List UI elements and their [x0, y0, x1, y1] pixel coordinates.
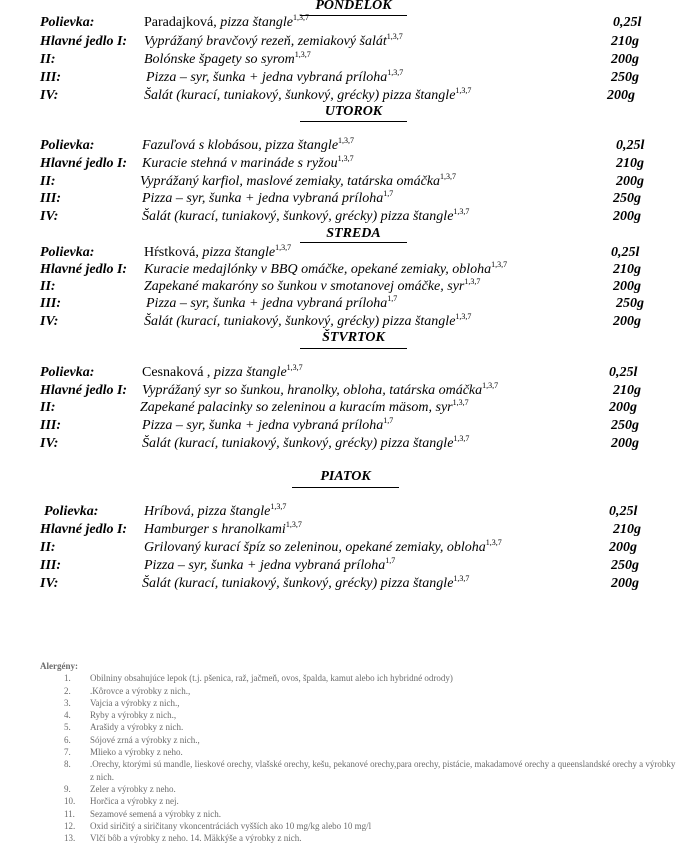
amount: 0,25l [609, 365, 638, 380]
allergen-number: 7. [64, 747, 71, 758]
menu-row-soup [0, 364, 695, 382]
menu-row-main-1 [0, 521, 695, 539]
row-label: III: [40, 418, 62, 433]
dish: Šalát (kurací, tuniakový, šunkový, grécky) pizza štangle$^{1,3,7}$ [144, 312, 472, 329]
dish: Kuracie stehná v marináde s ryžou$^{1,3,7}$ [142, 154, 354, 171]
day-title: UTOROK [324, 104, 383, 119]
row-label: III: [40, 296, 62, 311]
amount: 250g [613, 191, 641, 206]
allergen-text: Zeler a výrobky z neho. [90, 783, 176, 794]
amount: 0,25l [616, 138, 645, 153]
allergen-item [40, 758, 680, 783]
dish: Šalát (kurací, tuniakový, šunkový, grécky) pizza štangle$^{1,3,7}$ [142, 574, 470, 591]
menu-row-main-4 [0, 575, 695, 593]
dish: Vyprážaný bravčový rezeň, zemiakový šalát$^{1,3,7}$ [144, 32, 403, 49]
dish: Hamburger s hranolkami$^{1,3,7}$ [144, 520, 302, 537]
allergen-number: 3. [64, 697, 71, 708]
menu-row-soup [0, 137, 695, 155]
menu-row-main-3 [0, 557, 695, 575]
allergen-number: 13. [64, 833, 76, 844]
menu-row-main-4 [0, 435, 695, 453]
row-label: Hlavné jedlo I: [40, 34, 128, 49]
dish: Grilovaný kurací špíz so zeleninou, opekané zemiaky, obloha$^{1,3,7}$ [144, 538, 502, 555]
row-label: II: [40, 52, 56, 67]
allergen-text: Obilniny obsahujúce lepok (t.j. pšenica, raž, jačmeň, ovos, špalda, kamut alebo ich hybridné odrody) [90, 673, 453, 684]
menu-row-main-4 [0, 313, 695, 331]
divider [300, 242, 407, 243]
row-label: Hlavné jedlo I: [40, 522, 128, 537]
amount: 250g [611, 558, 639, 573]
menu-row-main-2 [0, 173, 695, 191]
allergen-item [40, 697, 680, 709]
amount: 200g [616, 174, 644, 189]
allergen-text: Oxid siričitý a siričitany vkoncentráciách vyšších ako 10 mg/kg alebo 10 mg/l [90, 820, 372, 831]
dish: Hŕstková, pizza štangle$^{1,3,7}$ [144, 243, 292, 260]
divider [300, 348, 407, 349]
amount: 210g [613, 262, 641, 277]
dish: Cesnaková , pizza štangle$^{1,3,7}$ [142, 363, 303, 380]
dish: Pizza – syr, šunka + jedna vybraná príloha$^{1,7}$ [146, 294, 398, 311]
allergen-list [40, 660, 680, 844]
allergen-item [40, 820, 680, 832]
amount: 210g [613, 522, 641, 537]
amount: 200g [607, 88, 635, 103]
menu-row-main-2 [0, 278, 695, 296]
amount: 200g [611, 52, 639, 67]
menu-row-main-2 [0, 539, 695, 557]
menu-row-soup [0, 503, 695, 521]
amount: 210g [613, 383, 641, 398]
amount: 200g [611, 436, 639, 451]
allergen-text: Sezamové semená a výrobky z nich. [90, 808, 221, 819]
dish: Pizza – syr, šunka + jedna vybraná príloha$^{1,3,7}$ [146, 68, 404, 85]
row-label: II: [40, 400, 56, 415]
amount: 200g [613, 279, 641, 294]
row-label: II: [40, 174, 56, 189]
dish: Pizza – syr, šunka + jedna vybraná príloha$^{1,7}$ [144, 556, 396, 573]
row-label: IV: [40, 209, 59, 224]
menu-row-soup [0, 14, 695, 32]
dish: Šalát (kurací, tuniakový, šunkový, grécky) pizza štangle$^{1,3,7}$ [144, 86, 472, 103]
row-label: IV: [40, 88, 59, 103]
allergen-text: .Orechy, ktorými sú mandle, lieskové orechy, vlašské orechy, kešu, pekanové orechy,para orechy, pistácie, makadamové orechy a queenslandské orechy a výrobky z nich. [90, 759, 676, 782]
allergen-item [40, 734, 680, 746]
allergen-number: 2. [64, 685, 71, 696]
allergen-number: 10. [64, 796, 76, 807]
menu-row-main-1 [0, 382, 695, 400]
row-label: IV: [40, 576, 59, 591]
allergen-number: 12. [64, 820, 76, 831]
allergen-item [40, 685, 680, 697]
allergen-item [40, 783, 680, 795]
allergen-number: 8. [64, 759, 71, 770]
dish: Bolónske špagety so syrom$^{1,3,7}$ [144, 50, 311, 67]
allergen-number: 9. [64, 783, 71, 794]
dish: Hríbová, pizza štangle$^{1,3,7}$ [144, 502, 287, 519]
row-label: III: [40, 70, 62, 85]
allergen-heading: Alergény: [40, 661, 78, 671]
menu-row-main-1 [0, 33, 695, 51]
allergen-text: Vajcia a výrobky z nich., [90, 697, 180, 708]
row-label: Polievka: [40, 365, 95, 380]
menu-row-main-2 [0, 399, 695, 417]
allergen-text: Mlieko a výrobky z neho. [90, 747, 183, 758]
amount: 200g [609, 400, 637, 415]
row-label: Hlavné jedlo I: [40, 383, 128, 398]
allergen-text: Ryby a výrobky z nich., [90, 710, 177, 721]
row-label: Polievka: [40, 138, 95, 153]
amount: 200g [613, 209, 641, 224]
dish: Zapekané palacinky so zeleninou a kuracím mäsom, syr$^{1,3,7}$ [140, 398, 469, 415]
amount: 200g [611, 576, 639, 591]
menu-row-main-4 [0, 87, 695, 105]
amount: 250g [611, 70, 639, 85]
menu-row-main-3 [0, 69, 695, 87]
row-label: III: [40, 558, 62, 573]
amount: 0,25l [611, 245, 640, 260]
dish: Vyprážaný syr so šunkou, hranolky, obloha, tatárska omáčka$^{1,3,7}$ [142, 381, 499, 398]
allergen-number: 1. [64, 673, 71, 684]
row-label: Hlavné jedlo I: [40, 262, 128, 277]
divider [300, 121, 407, 122]
allergen-item [40, 808, 680, 820]
row-label: Polievka: [40, 15, 95, 30]
allergen-number: 6. [64, 734, 71, 745]
allergen-item [40, 709, 680, 721]
allergen-text: Horčica a výrobky z nej. [90, 796, 179, 807]
menu-row-main-1 [0, 261, 695, 279]
menu-row-main-3 [0, 295, 695, 313]
amount: 0,25l [609, 504, 638, 519]
row-label: Polievka: [40, 245, 95, 260]
amount: 200g [609, 540, 637, 555]
row-label: Polievka: [44, 504, 99, 519]
allergen-text: .Kôrovce a výrobky z nich., [90, 685, 191, 696]
allergen-number: 11. [64, 808, 75, 819]
day-title: PIATOK [320, 469, 371, 484]
amount: 210g [611, 34, 639, 49]
menu-row-main-3 [0, 417, 695, 435]
menu-row-soup [0, 244, 695, 262]
allergen-item [40, 672, 680, 684]
menu-row-main-3 [0, 190, 695, 208]
row-label: II: [40, 279, 56, 294]
day-title: PONDELOK [315, 0, 392, 13]
row-label: II: [40, 540, 56, 555]
allergen-number: 5. [64, 722, 71, 733]
menu-row-main-2 [0, 51, 695, 69]
allergen-item [40, 832, 680, 844]
row-label: IV: [40, 314, 59, 329]
dish: Pizza – syr, šunka + jedna vybraná príloha$^{1,7}$ [142, 416, 394, 433]
dish: Šalát (kurací, tuniakový, šunkový, grécky) pizza štangle$^{1,3,7}$ [142, 207, 470, 224]
amount: 210g [616, 156, 644, 171]
dish: Paradajková, pizza štangle$^{1,3,7}$ [144, 13, 309, 30]
amount: 200g [613, 314, 641, 329]
row-label: IV: [40, 436, 59, 451]
allergen-item [40, 746, 680, 758]
dish: Zapekané makaróny so šunkou v smotanovej omáčke, syr$^{1,3,7}$ [144, 277, 481, 294]
day-title: ŠTVRTOK [322, 330, 385, 345]
dish: Vyprážaný karfiol, maslové zemiaky, tatárska omáčka$^{1,3,7}$ [140, 172, 457, 189]
divider [292, 487, 399, 488]
menu-row-main-1 [0, 155, 695, 173]
amount: 250g [616, 296, 644, 311]
allergen-number: 4. [64, 710, 71, 721]
amount: 250g [611, 418, 639, 433]
allergen-text: Vlčí bôb a výrobky z neho. 14. Mäkkýše a výrobky z nich. [90, 833, 302, 844]
allergen-text: Arašidy a výrobky z nich. [90, 722, 184, 733]
allergen-items [40, 672, 680, 844]
row-label: III: [40, 191, 62, 206]
dish: Kuracie medajlónky v BBQ omáčke, opekané zemiaky, obloha$^{1,3,7}$ [144, 260, 508, 277]
allergen-item [40, 795, 680, 807]
row-label: Hlavné jedlo I: [40, 156, 128, 171]
menu-row-main-4 [0, 208, 695, 226]
dish: Fazuľová s klobásou, pizza štangle$^{1,3,7}$ [142, 136, 355, 153]
allergen-item [40, 721, 680, 733]
dish: Pizza – syr, šunka + jedna vybraná príloha$^{1,7}$ [142, 189, 394, 206]
allergen-text: Sójové zrná a výrobky z nich., [90, 734, 200, 745]
dish: Šalát (kurací, tuniakový, šunkový, grécky) pizza štangle$^{1,3,7}$ [142, 434, 470, 451]
amount: 0,25l [613, 15, 642, 30]
day-title: STREDA [326, 226, 381, 241]
